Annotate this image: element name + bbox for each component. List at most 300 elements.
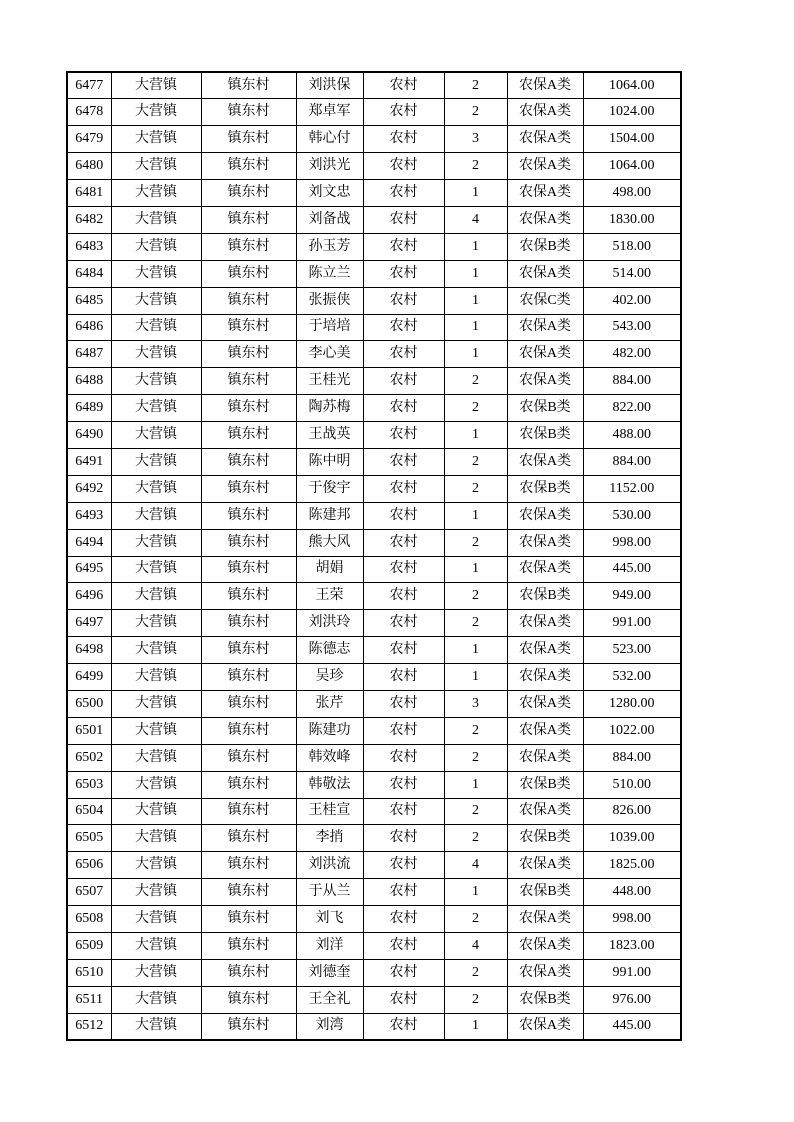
cell-person_count: 2 (444, 99, 507, 126)
cell-serial_no: 6510 (67, 959, 111, 986)
cell-town: 大营镇 (111, 798, 201, 825)
cell-name: 刘洪玲 (296, 610, 363, 637)
cell-serial_no: 6477 (67, 72, 111, 99)
cell-residence_type: 农村 (363, 126, 444, 153)
cell-serial_no: 6484 (67, 260, 111, 287)
cell-name: 郑卓军 (296, 99, 363, 126)
cell-residence_type: 农村 (363, 610, 444, 637)
cell-village: 镇东村 (201, 717, 296, 744)
cell-amount: 1823.00 (583, 933, 681, 960)
cell-person_count: 1 (444, 771, 507, 798)
cell-person_count: 1 (444, 556, 507, 583)
cell-town: 大营镇 (111, 664, 201, 691)
cell-insurance_category: 农保A类 (507, 260, 583, 287)
cell-insurance_category: 农保A类 (507, 341, 583, 368)
cell-residence_type: 农村 (363, 744, 444, 771)
cell-person_count: 1 (444, 233, 507, 260)
cell-insurance_category: 农保A类 (507, 448, 583, 475)
cell-insurance_category: 农保A类 (507, 959, 583, 986)
cell-town: 大营镇 (111, 126, 201, 153)
cell-name: 熊大风 (296, 529, 363, 556)
table-row (67, 395, 681, 422)
cell-person_count: 1 (444, 879, 507, 906)
cell-town: 大营镇 (111, 475, 201, 502)
cell-serial_no: 6491 (67, 448, 111, 475)
cell-person_count: 2 (444, 583, 507, 610)
cell-serial_no: 6481 (67, 180, 111, 207)
cell-village: 镇东村 (201, 610, 296, 637)
cell-serial_no: 6493 (67, 502, 111, 529)
cell-village: 镇东村 (201, 233, 296, 260)
cell-person_count: 3 (444, 690, 507, 717)
cell-amount: 991.00 (583, 610, 681, 637)
cell-name: 刘飞 (296, 906, 363, 933)
cell-town: 大营镇 (111, 206, 201, 233)
cell-name: 胡娟 (296, 556, 363, 583)
cell-town: 大营镇 (111, 744, 201, 771)
cell-insurance_category: 农保A类 (507, 933, 583, 960)
cell-town: 大营镇 (111, 422, 201, 449)
cell-village: 镇东村 (201, 126, 296, 153)
cell-amount: 530.00 (583, 502, 681, 529)
cell-village: 镇东村 (201, 153, 296, 180)
cell-amount: 884.00 (583, 744, 681, 771)
cell-name: 李捎 (296, 825, 363, 852)
table-row (67, 717, 681, 744)
cell-town: 大营镇 (111, 180, 201, 207)
cell-name: 陈德志 (296, 637, 363, 664)
cell-serial_no: 6499 (67, 664, 111, 691)
cell-residence_type: 农村 (363, 959, 444, 986)
cell-name: 韩心付 (296, 126, 363, 153)
cell-amount: 543.00 (583, 314, 681, 341)
cell-insurance_category: 农保A类 (507, 717, 583, 744)
cell-town: 大营镇 (111, 825, 201, 852)
table-row (67, 529, 681, 556)
cell-person_count: 4 (444, 933, 507, 960)
table-row (67, 1013, 681, 1040)
table-row (67, 422, 681, 449)
cell-village: 镇东村 (201, 583, 296, 610)
cell-person_count: 1 (444, 314, 507, 341)
cell-person_count: 1 (444, 664, 507, 691)
cell-amount: 976.00 (583, 986, 681, 1013)
cell-insurance_category: 农保A类 (507, 556, 583, 583)
cell-residence_type: 农村 (363, 395, 444, 422)
table-row (67, 206, 681, 233)
cell-residence_type: 农村 (363, 798, 444, 825)
cell-serial_no: 6490 (67, 422, 111, 449)
cell-town: 大营镇 (111, 610, 201, 637)
cell-residence_type: 农村 (363, 502, 444, 529)
cell-insurance_category: 农保A类 (507, 502, 583, 529)
cell-town: 大营镇 (111, 72, 201, 99)
cell-insurance_category: 农保A类 (507, 314, 583, 341)
cell-residence_type: 农村 (363, 448, 444, 475)
table-row (67, 583, 681, 610)
cell-village: 镇东村 (201, 986, 296, 1013)
table-row (67, 933, 681, 960)
cell-amount: 1825.00 (583, 852, 681, 879)
cell-amount: 1024.00 (583, 99, 681, 126)
cell-village: 镇东村 (201, 287, 296, 314)
cell-amount: 949.00 (583, 583, 681, 610)
cell-village: 镇东村 (201, 798, 296, 825)
cell-name: 陈建功 (296, 717, 363, 744)
cell-insurance_category: 农保B类 (507, 395, 583, 422)
cell-village: 镇东村 (201, 368, 296, 395)
cell-residence_type: 农村 (363, 72, 444, 99)
cell-person_count: 2 (444, 744, 507, 771)
subsidy-roster-table-body (67, 72, 681, 1040)
cell-name: 吴珍 (296, 664, 363, 691)
cell-village: 镇东村 (201, 959, 296, 986)
cell-person_count: 3 (444, 126, 507, 153)
cell-person_count: 2 (444, 153, 507, 180)
cell-insurance_category: 农保C类 (507, 287, 583, 314)
cell-town: 大营镇 (111, 556, 201, 583)
cell-amount: 402.00 (583, 287, 681, 314)
cell-amount: 1022.00 (583, 717, 681, 744)
table-row (67, 879, 681, 906)
cell-insurance_category: 农保A类 (507, 690, 583, 717)
cell-insurance_category: 农保A类 (507, 180, 583, 207)
cell-serial_no: 6495 (67, 556, 111, 583)
cell-name: 王战英 (296, 422, 363, 449)
cell-village: 镇东村 (201, 664, 296, 691)
cell-name: 张芹 (296, 690, 363, 717)
cell-serial_no: 6492 (67, 475, 111, 502)
cell-name: 刘洋 (296, 933, 363, 960)
cell-name: 陈中明 (296, 448, 363, 475)
cell-person_count: 2 (444, 798, 507, 825)
table-row (67, 233, 681, 260)
cell-insurance_category: 农保B类 (507, 771, 583, 798)
cell-residence_type: 农村 (363, 556, 444, 583)
cell-person_count: 2 (444, 395, 507, 422)
cell-residence_type: 农村 (363, 475, 444, 502)
cell-person_count: 1 (444, 422, 507, 449)
cell-amount: 510.00 (583, 771, 681, 798)
cell-town: 大营镇 (111, 852, 201, 879)
cell-person_count: 4 (444, 206, 507, 233)
cell-village: 镇东村 (201, 529, 296, 556)
cell-village: 镇东村 (201, 395, 296, 422)
cell-residence_type: 农村 (363, 1013, 444, 1040)
cell-name: 韩敬法 (296, 771, 363, 798)
table-row (67, 798, 681, 825)
table-row (67, 502, 681, 529)
cell-residence_type: 农村 (363, 341, 444, 368)
cell-serial_no: 6478 (67, 99, 111, 126)
cell-residence_type: 农村 (363, 583, 444, 610)
cell-serial_no: 6500 (67, 690, 111, 717)
cell-insurance_category: 农保A类 (507, 744, 583, 771)
cell-village: 镇东村 (201, 314, 296, 341)
cell-amount: 514.00 (583, 260, 681, 287)
cell-village: 镇东村 (201, 556, 296, 583)
cell-insurance_category: 农保A类 (507, 906, 583, 933)
cell-amount: 498.00 (583, 180, 681, 207)
cell-village: 镇东村 (201, 1013, 296, 1040)
table-row (67, 906, 681, 933)
cell-serial_no: 6489 (67, 395, 111, 422)
cell-name: 刘洪光 (296, 153, 363, 180)
cell-name: 孙玉芳 (296, 233, 363, 260)
subsidy-roster-table (66, 71, 682, 1041)
cell-village: 镇东村 (201, 502, 296, 529)
cell-residence_type: 农村 (363, 771, 444, 798)
cell-village: 镇东村 (201, 206, 296, 233)
cell-insurance_category: 农保A类 (507, 664, 583, 691)
cell-insurance_category: 农保B类 (507, 475, 583, 502)
cell-town: 大营镇 (111, 771, 201, 798)
cell-person_count: 2 (444, 906, 507, 933)
cell-name: 陈建邦 (296, 502, 363, 529)
table-row (67, 153, 681, 180)
table-row (67, 475, 681, 502)
cell-town: 大营镇 (111, 502, 201, 529)
cell-serial_no: 6488 (67, 368, 111, 395)
cell-amount: 884.00 (583, 448, 681, 475)
cell-town: 大营镇 (111, 637, 201, 664)
cell-serial_no: 6498 (67, 637, 111, 664)
cell-person_count: 2 (444, 717, 507, 744)
cell-residence_type: 农村 (363, 368, 444, 395)
cell-insurance_category: 农保B类 (507, 233, 583, 260)
cell-name: 陈立兰 (296, 260, 363, 287)
cell-serial_no: 6480 (67, 153, 111, 180)
table-row (67, 664, 681, 691)
cell-name: 王荣 (296, 583, 363, 610)
cell-town: 大营镇 (111, 448, 201, 475)
cell-person_count: 2 (444, 475, 507, 502)
cell-serial_no: 6497 (67, 610, 111, 637)
cell-person_count: 1 (444, 341, 507, 368)
cell-name: 张振侠 (296, 287, 363, 314)
cell-amount: 1280.00 (583, 690, 681, 717)
cell-insurance_category: 农保A类 (507, 529, 583, 556)
cell-amount: 1064.00 (583, 153, 681, 180)
cell-person_count: 2 (444, 986, 507, 1013)
cell-residence_type: 农村 (363, 206, 444, 233)
cell-name: 于培培 (296, 314, 363, 341)
cell-town: 大营镇 (111, 368, 201, 395)
cell-person_count: 2 (444, 825, 507, 852)
table-row (67, 610, 681, 637)
cell-village: 镇东村 (201, 744, 296, 771)
cell-name: 刘洪保 (296, 72, 363, 99)
cell-amount: 884.00 (583, 368, 681, 395)
cell-person_count: 1 (444, 502, 507, 529)
table-row (67, 690, 681, 717)
cell-insurance_category: 农保B类 (507, 879, 583, 906)
cell-village: 镇东村 (201, 906, 296, 933)
cell-serial_no: 6506 (67, 852, 111, 879)
cell-residence_type: 农村 (363, 690, 444, 717)
cell-name: 刘备战 (296, 206, 363, 233)
cell-village: 镇东村 (201, 99, 296, 126)
cell-person_count: 4 (444, 852, 507, 879)
cell-town: 大营镇 (111, 959, 201, 986)
cell-amount: 518.00 (583, 233, 681, 260)
cell-village: 镇东村 (201, 771, 296, 798)
cell-village: 镇东村 (201, 260, 296, 287)
cell-residence_type: 农村 (363, 637, 444, 664)
cell-village: 镇东村 (201, 852, 296, 879)
cell-town: 大营镇 (111, 233, 201, 260)
cell-serial_no: 6509 (67, 933, 111, 960)
cell-person_count: 1 (444, 637, 507, 664)
table-row (67, 126, 681, 153)
cell-name: 于从兰 (296, 879, 363, 906)
cell-amount: 998.00 (583, 529, 681, 556)
cell-town: 大营镇 (111, 933, 201, 960)
cell-amount: 1830.00 (583, 206, 681, 233)
cell-insurance_category: 农保A类 (507, 610, 583, 637)
cell-town: 大营镇 (111, 99, 201, 126)
cell-serial_no: 6487 (67, 341, 111, 368)
cell-residence_type: 农村 (363, 986, 444, 1013)
cell-amount: 445.00 (583, 1013, 681, 1040)
cell-amount: 1064.00 (583, 72, 681, 99)
cell-residence_type: 农村 (363, 153, 444, 180)
cell-village: 镇东村 (201, 72, 296, 99)
cell-town: 大营镇 (111, 1013, 201, 1040)
cell-insurance_category: 农保A类 (507, 1013, 583, 1040)
cell-serial_no: 6504 (67, 798, 111, 825)
cell-serial_no: 6511 (67, 986, 111, 1013)
cell-insurance_category: 农保B类 (507, 825, 583, 852)
cell-person_count: 1 (444, 180, 507, 207)
table-row (67, 556, 681, 583)
cell-residence_type: 农村 (363, 933, 444, 960)
cell-residence_type: 农村 (363, 260, 444, 287)
cell-insurance_category: 农保A类 (507, 206, 583, 233)
cell-serial_no: 6503 (67, 771, 111, 798)
cell-amount: 826.00 (583, 798, 681, 825)
cell-town: 大营镇 (111, 287, 201, 314)
cell-residence_type: 农村 (363, 529, 444, 556)
cell-town: 大营镇 (111, 583, 201, 610)
cell-village: 镇东村 (201, 879, 296, 906)
table-row (67, 180, 681, 207)
cell-amount: 1039.00 (583, 825, 681, 852)
cell-serial_no: 6483 (67, 233, 111, 260)
cell-serial_no: 6502 (67, 744, 111, 771)
cell-amount: 532.00 (583, 664, 681, 691)
table-row (67, 448, 681, 475)
cell-village: 镇东村 (201, 825, 296, 852)
cell-insurance_category: 农保A类 (507, 153, 583, 180)
cell-insurance_category: 农保B类 (507, 986, 583, 1013)
cell-town: 大营镇 (111, 529, 201, 556)
cell-name: 刘洪流 (296, 852, 363, 879)
cell-name: 王全礼 (296, 986, 363, 1013)
cell-name: 王桂宣 (296, 798, 363, 825)
cell-village: 镇东村 (201, 933, 296, 960)
cell-serial_no: 6512 (67, 1013, 111, 1040)
cell-residence_type: 农村 (363, 233, 444, 260)
cell-insurance_category: 农保A类 (507, 798, 583, 825)
cell-name: 刘德奎 (296, 959, 363, 986)
cell-amount: 482.00 (583, 341, 681, 368)
cell-serial_no: 6479 (67, 126, 111, 153)
table-row (67, 771, 681, 798)
table-row (67, 341, 681, 368)
cell-village: 镇东村 (201, 637, 296, 664)
table-row (67, 368, 681, 395)
cell-amount: 1504.00 (583, 126, 681, 153)
cell-amount: 998.00 (583, 906, 681, 933)
cell-amount: 488.00 (583, 422, 681, 449)
cell-person_count: 1 (444, 1013, 507, 1040)
cell-person_count: 2 (444, 959, 507, 986)
cell-amount: 1152.00 (583, 475, 681, 502)
cell-amount: 445.00 (583, 556, 681, 583)
cell-residence_type: 农村 (363, 180, 444, 207)
cell-name: 于俊宇 (296, 475, 363, 502)
cell-residence_type: 农村 (363, 422, 444, 449)
table-row (67, 852, 681, 879)
cell-town: 大营镇 (111, 314, 201, 341)
cell-town: 大营镇 (111, 260, 201, 287)
cell-town: 大营镇 (111, 341, 201, 368)
table-row (67, 260, 681, 287)
cell-name: 王桂光 (296, 368, 363, 395)
table-row (67, 959, 681, 986)
cell-insurance_category: 农保A类 (507, 72, 583, 99)
cell-serial_no: 6486 (67, 314, 111, 341)
cell-residence_type: 农村 (363, 287, 444, 314)
table-row (67, 72, 681, 99)
cell-serial_no: 6501 (67, 717, 111, 744)
cell-name: 刘湾 (296, 1013, 363, 1040)
cell-serial_no: 6505 (67, 825, 111, 852)
cell-serial_no: 6496 (67, 583, 111, 610)
cell-person_count: 1 (444, 260, 507, 287)
cell-insurance_category: 农保B类 (507, 583, 583, 610)
cell-residence_type: 农村 (363, 906, 444, 933)
cell-amount: 448.00 (583, 879, 681, 906)
cell-residence_type: 农村 (363, 825, 444, 852)
cell-insurance_category: 农保A类 (507, 852, 583, 879)
cell-village: 镇东村 (201, 448, 296, 475)
cell-village: 镇东村 (201, 422, 296, 449)
cell-serial_no: 6508 (67, 906, 111, 933)
cell-insurance_category: 农保B类 (507, 422, 583, 449)
cell-insurance_category: 农保A类 (507, 637, 583, 664)
table-row (67, 637, 681, 664)
cell-amount: 523.00 (583, 637, 681, 664)
cell-town: 大营镇 (111, 395, 201, 422)
cell-name: 刘文忠 (296, 180, 363, 207)
table-row (67, 986, 681, 1013)
cell-insurance_category: 农保A类 (507, 126, 583, 153)
cell-residence_type: 农村 (363, 664, 444, 691)
cell-village: 镇东村 (201, 180, 296, 207)
cell-person_count: 2 (444, 72, 507, 99)
cell-residence_type: 农村 (363, 717, 444, 744)
cell-serial_no: 6494 (67, 529, 111, 556)
cell-person_count: 2 (444, 448, 507, 475)
cell-insurance_category: 农保A类 (507, 99, 583, 126)
cell-town: 大营镇 (111, 690, 201, 717)
cell-residence_type: 农村 (363, 852, 444, 879)
cell-person_count: 2 (444, 529, 507, 556)
cell-person_count: 2 (444, 610, 507, 637)
table-row (67, 287, 681, 314)
